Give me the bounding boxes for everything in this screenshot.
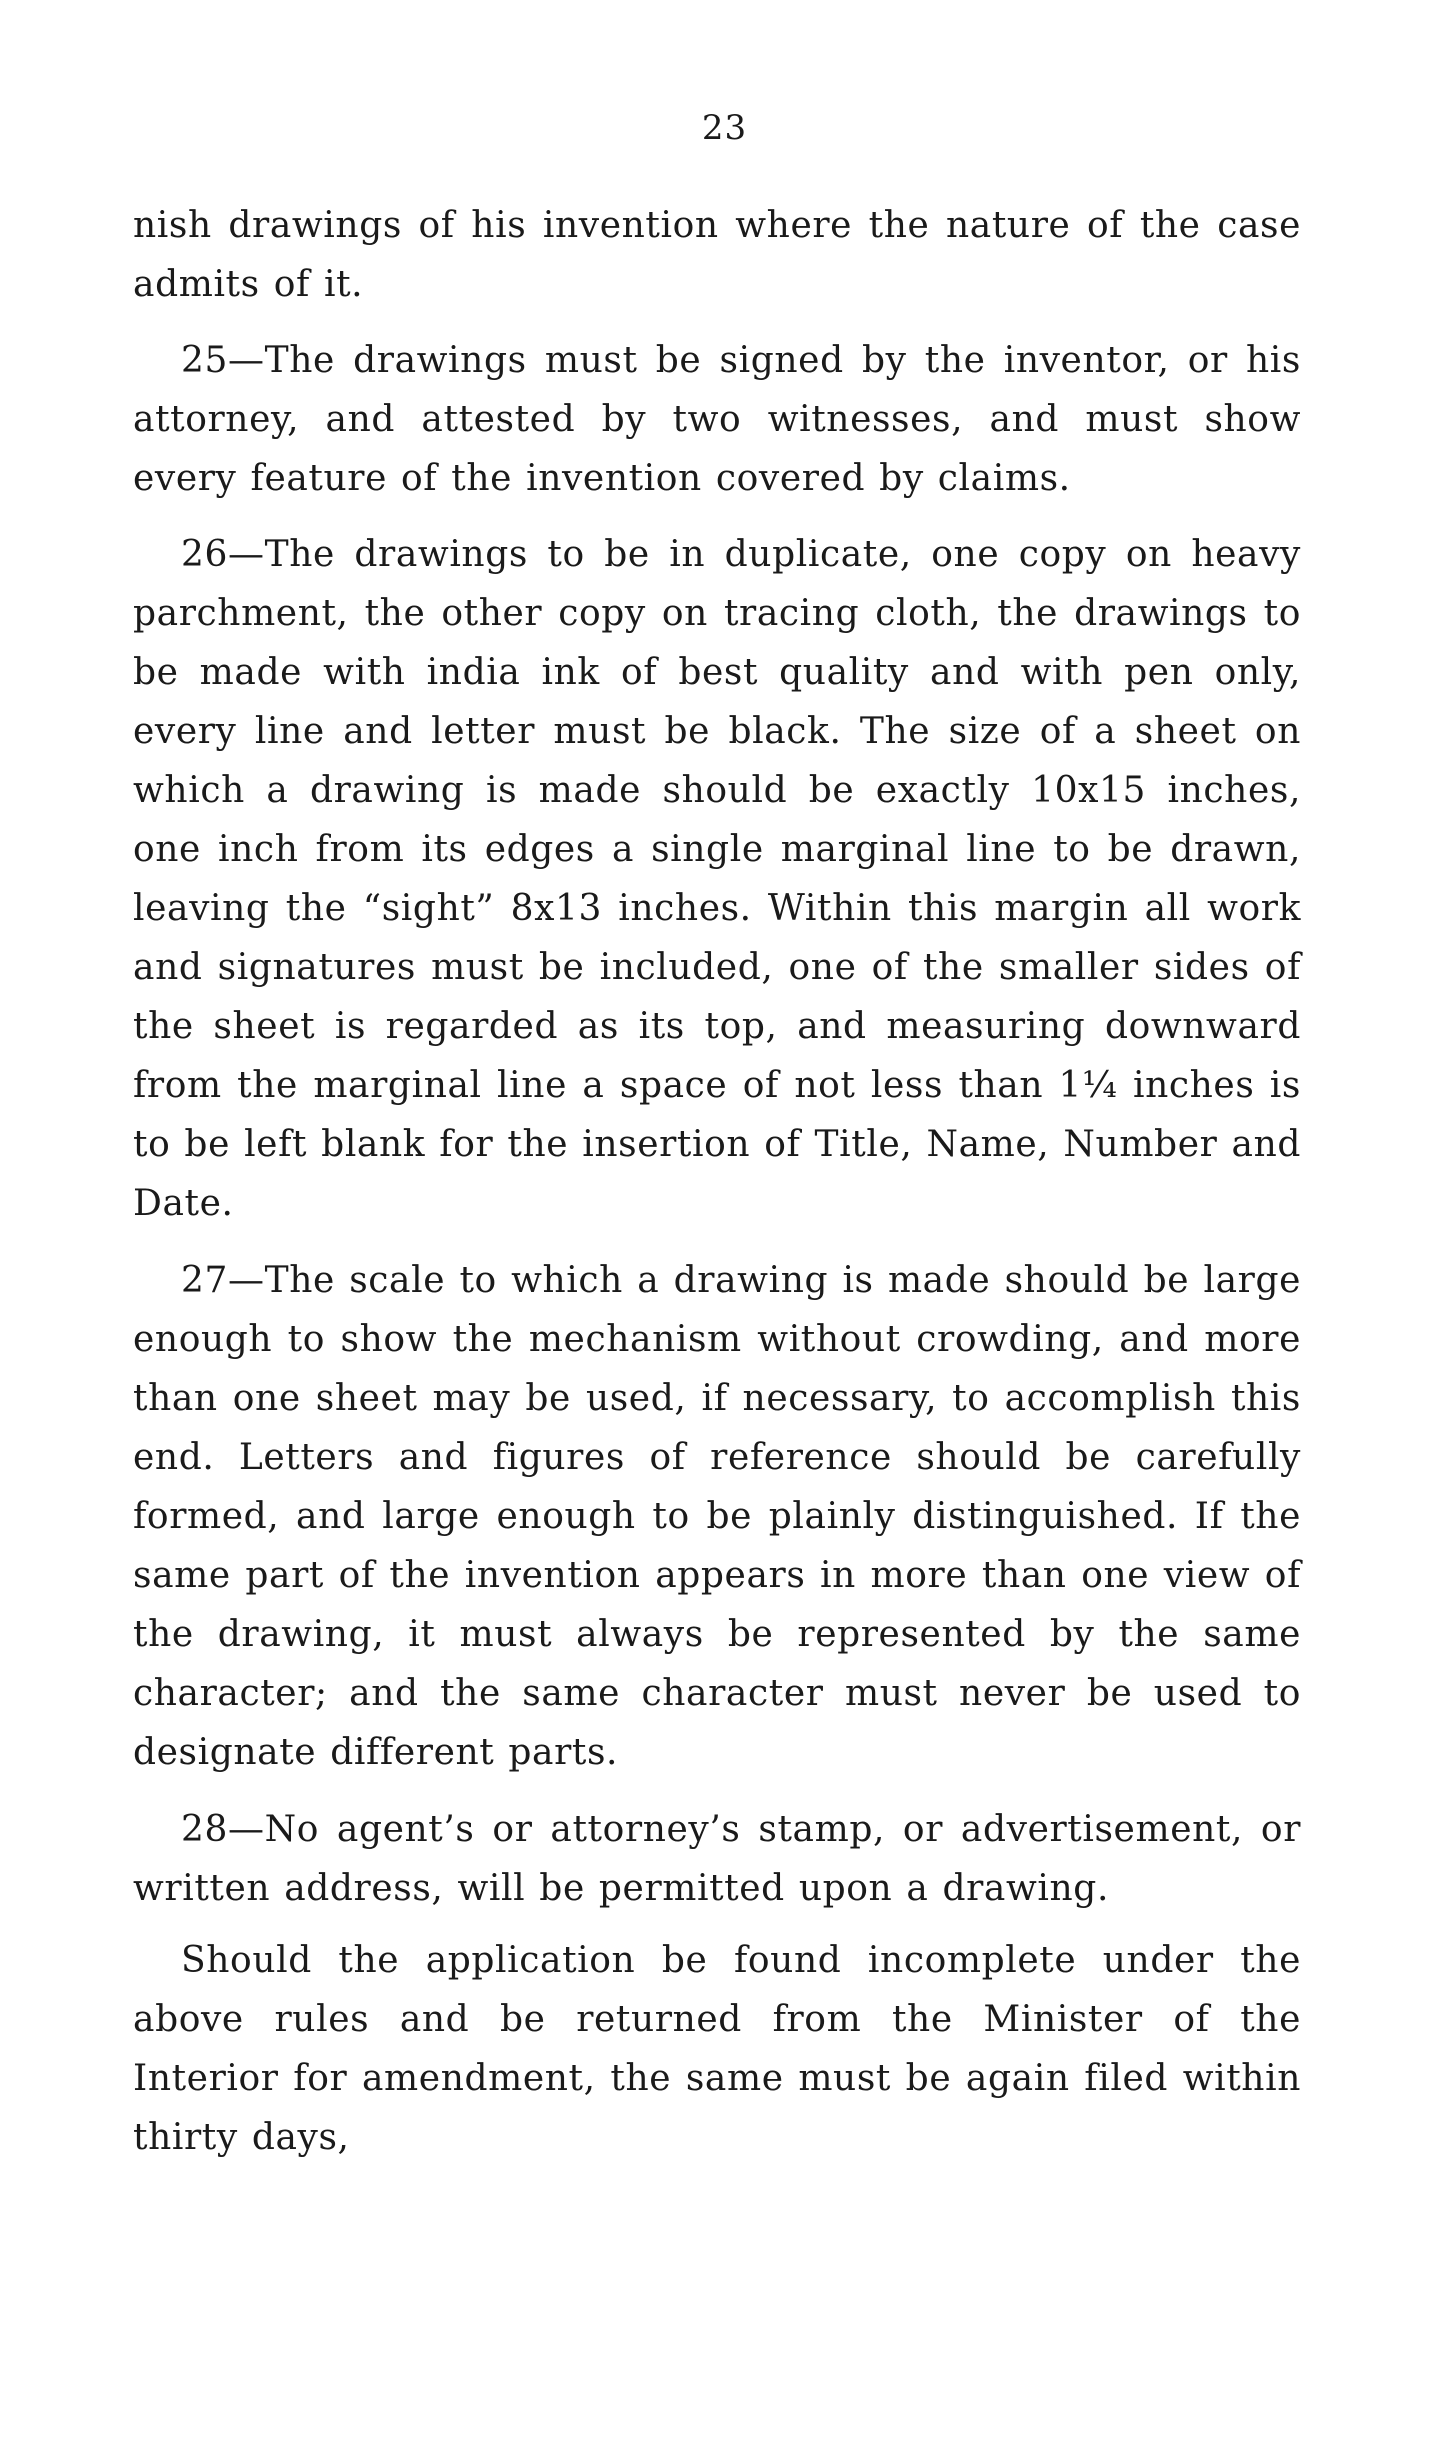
paragraph-closing: Should the application be found incomplete under the above rules and be returned from the Minister of the Interior for amendment, the same must be again filed within thirty days,	[133, 1940, 1301, 2158]
paragraph-rule-26: 26—The drawings to be in duplicate, one copy on heavy parchment, the other copy on tracing cloth, the drawings to be made with india ink of best quality and with pen only, every line and letter must be black. The size of a sheet on which a drawing is made should be exactly 10x15 inches, one inch from its edges a single marginal line to be drawn, leaving the “sight” 8x13 inches. Within this margin all work and signatures must be included, one of the smaller sides of the sheet is regarded as its top, and measuring downward from the marginal line a space of not less than 1¼ inches is to be left blank for the insertion of Title, Name, Number and Date.	[133, 534, 1301, 1224]
paragraph-rule-28: 28—No agent’s or attorney’s stamp, or advertisement, or written address, will be permitted upon a drawing.	[133, 1809, 1301, 1909]
paragraph-continued: nish drawings of his invention where the nature of the case admits of it.	[133, 205, 1301, 305]
page-body	[133, 196, 1301, 2167]
page-number: 23	[701, 108, 748, 148]
paragraph-rule-27: 27—The scale to which a drawing is made should be large enough to show the mechanism without crowding, and more than one sheet may be used, if necessary, to accomplish this end. Letters and figures of reference should be carefully formed, and large enough to be plainly distinguished. If the same part of the invention appears in more than one view of the drawing, it must always be represented by the same character; and the same character must never be used to designate different parts.	[133, 1260, 1301, 1773]
paragraph-rule-25: 25—The drawings must be signed by the inventor, or his attorney, and attested by two witnesses, and must show every feature of the invention covered by claims.	[133, 340, 1301, 499]
